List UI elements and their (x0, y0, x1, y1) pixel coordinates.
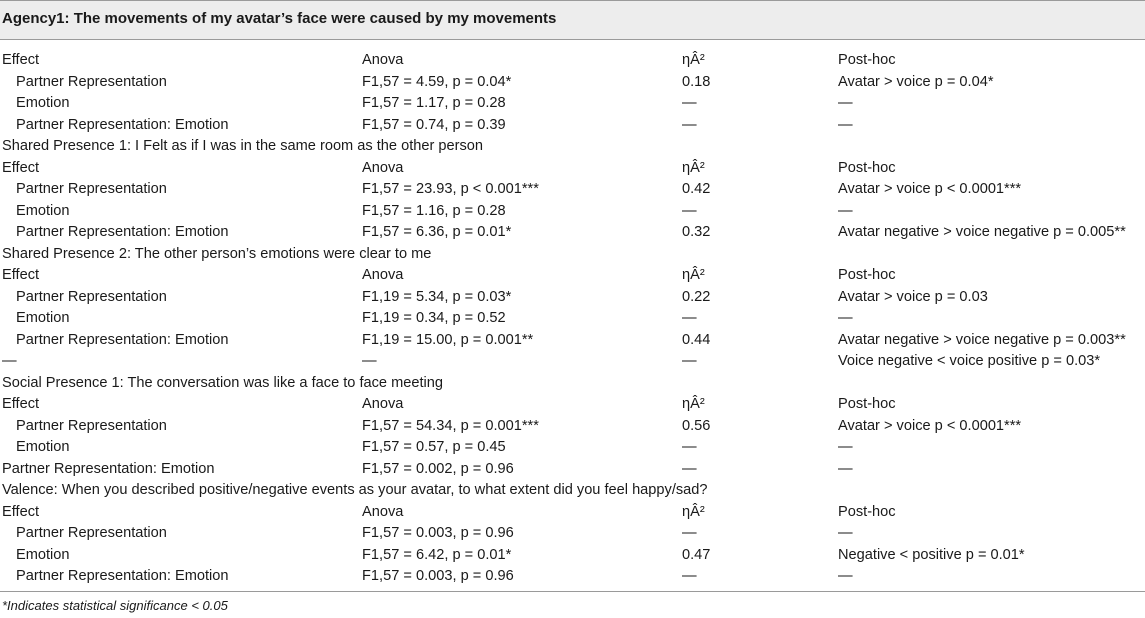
posthoc-cell: Post-hoc (838, 396, 896, 412)
effect-cell: — (2, 353, 17, 369)
table-row (0, 565, 1145, 587)
eta-cell: — (682, 525, 697, 541)
eta-cell: 0.56 (682, 417, 711, 434)
eta-cell: 0.22 (682, 288, 711, 305)
anova-cell: F1,57 = 0.003, p = 0.96 (362, 568, 514, 584)
posthoc-cell: Voice negative < voice positive p = 0.03* (838, 353, 1101, 369)
table-row (0, 221, 1145, 243)
eta-cell: — (682, 95, 697, 111)
anova-cell: F1,57 = 0.003, p = 0.96 (362, 525, 514, 541)
eta-cell: ηÂ² (682, 396, 705, 412)
anova-cell: F1,57 = 54.34, p = 0.001*** (362, 417, 539, 434)
eta-cell: — (682, 460, 697, 477)
section-title: Valence: When you described positive/negative events as your avatar, to what extent did you feel happy/sad? (2, 482, 708, 498)
posthoc-cell: Avatar > voice p = 0.04* (838, 73, 994, 90)
section-title: Shared Presence 1: I Felt as if I was in the same room as the other person (2, 138, 484, 154)
table-row (0, 114, 1145, 136)
posthoc-cell: Post-hoc (838, 52, 896, 68)
header-row (0, 49, 1145, 71)
anova-cell: Anova (362, 52, 404, 68)
table-row (0, 544, 1145, 566)
eta-cell: — (682, 116, 697, 133)
table-row (0, 329, 1145, 351)
eta-cell: — (682, 353, 697, 369)
table-row (0, 200, 1145, 222)
posthoc-cell: Avatar > voice p < 0.0001*** (838, 417, 1022, 434)
posthoc-cell: Negative < positive p = 0.01* (838, 546, 1025, 563)
posthoc-cell: Post-hoc (838, 267, 896, 283)
eta-cell: — (682, 568, 697, 584)
effect-cell: Partner Representation: Emotion (16, 331, 229, 348)
effect-cell: Partner Representation: Emotion (16, 116, 229, 133)
bottom-rule (0, 591, 1145, 592)
anova-cell: F1,57 = 1.16, p = 0.28 (362, 202, 506, 219)
effect-cell: Effect (2, 159, 40, 176)
eta-cell: ηÂ² (682, 503, 705, 520)
header-row (0, 157, 1145, 179)
effect-cell: Partner Representation (16, 181, 167, 197)
effect-cell: Emotion (16, 95, 70, 111)
section-title: Shared Presence 2: The other person’s emotions were clear to me (2, 245, 432, 262)
anova-cell: Anova (362, 396, 404, 412)
posthoc-cell: Avatar negative > voice negative p = 0.005** (838, 224, 1126, 240)
header-row (0, 501, 1145, 523)
posthoc-cell: Post-hoc (838, 159, 896, 176)
effect-cell: Partner Representation: Emotion (16, 224, 229, 240)
effect-cell: Effect (2, 396, 40, 412)
anova-cell: F1,57 = 6.42, p = 0.01* (362, 546, 512, 563)
anova-cell: F1,57 = 6.36, p = 0.01* (362, 224, 512, 240)
anova-cell: F1,57 = 0.57, p = 0.45 (362, 439, 506, 455)
posthoc-cell: — (838, 310, 853, 326)
effect-cell: Partner Representation (16, 73, 167, 90)
effect-cell: Partner Representation: Emotion (16, 568, 229, 584)
anova-cell: F1,57 = 1.17, p = 0.28 (362, 95, 506, 111)
table-row (0, 286, 1145, 308)
anova-cell: F1,19 = 15.00, p = 0.001** (362, 331, 534, 348)
table-row (0, 436, 1145, 458)
effect-cell: Emotion (16, 439, 70, 455)
header-row (0, 393, 1145, 415)
table-row (0, 178, 1145, 200)
anova-cell: — (362, 353, 377, 369)
effect-cell: Effect (2, 267, 40, 283)
posthoc-cell: Avatar > voice p < 0.0001*** (838, 181, 1022, 197)
anova-cell: Anova (362, 159, 404, 176)
table-row (0, 350, 1145, 372)
table-body (0, 49, 1145, 587)
posthoc-cell: — (838, 116, 853, 133)
section-row (0, 479, 1145, 501)
eta-cell: 0.32 (682, 224, 711, 240)
posthoc-cell: — (838, 439, 853, 455)
posthoc-cell: — (838, 525, 853, 541)
eta-cell: — (682, 202, 697, 219)
posthoc-cell: Avatar > voice p = 0.03 (838, 288, 988, 305)
effect-cell: Emotion (16, 310, 70, 326)
posthoc-cell: Avatar negative > voice negative p = 0.003** (838, 331, 1126, 348)
header-row (0, 264, 1145, 286)
table-row (0, 92, 1145, 114)
effect-cell: Partner Representation (16, 417, 167, 434)
table-row (0, 522, 1145, 544)
anova-cell: F1,57 = 0.74, p = 0.39 (362, 116, 506, 133)
eta-cell: ηÂ² (682, 159, 705, 176)
eta-cell: 0.18 (682, 73, 711, 90)
posthoc-cell: — (838, 202, 853, 219)
anova-cell: F1,19 = 5.34, p = 0.03* (362, 288, 512, 305)
table-row (0, 71, 1145, 93)
posthoc-cell: — (838, 95, 853, 111)
posthoc-cell: — (838, 460, 853, 477)
section-title: Social Presence 1: The conversation was like a face to face meeting (2, 374, 444, 391)
posthoc-cell: Post-hoc (838, 503, 896, 520)
footnote: *Indicates statistical significance < 0.05 (2, 598, 228, 613)
anova-cell: F1,57 = 0.002, p = 0.96 (362, 460, 514, 477)
table-title-bar (0, 0, 1145, 40)
effect-cell: Partner Representation (16, 288, 167, 305)
effect-cell: Partner Representation (16, 525, 167, 541)
effect-cell: Emotion (16, 546, 70, 563)
eta-cell: 0.44 (682, 331, 711, 348)
section-row (0, 372, 1145, 394)
effect-cell: Emotion (16, 202, 70, 219)
effect-cell: Partner Representation: Emotion (2, 460, 215, 477)
table-row (0, 307, 1145, 329)
eta-cell: ηÂ² (682, 267, 705, 283)
eta-cell: — (682, 310, 697, 326)
eta-cell: 0.47 (682, 546, 711, 563)
table-row (0, 458, 1145, 480)
anova-cell: F1,57 = 23.93, p < 0.001*** (362, 181, 539, 197)
anova-cell: Anova (362, 267, 404, 283)
section-row (0, 243, 1145, 265)
eta-cell: ηÂ² (682, 52, 705, 68)
table-row (0, 415, 1145, 437)
anova-cell: F1,57 = 4.59, p = 0.04* (362, 73, 512, 90)
table-title: Agency1: The movements of my avatar’s face were caused by my movements (2, 10, 557, 27)
eta-cell: — (682, 439, 697, 455)
posthoc-cell: — (838, 568, 853, 584)
effect-cell: Effect (2, 52, 40, 68)
anova-cell: Anova (362, 503, 404, 520)
effect-cell: Effect (2, 503, 40, 520)
eta-cell: 0.42 (682, 181, 711, 197)
anova-cell: F1,19 = 0.34, p = 0.52 (362, 310, 506, 326)
section-row (0, 135, 1145, 157)
